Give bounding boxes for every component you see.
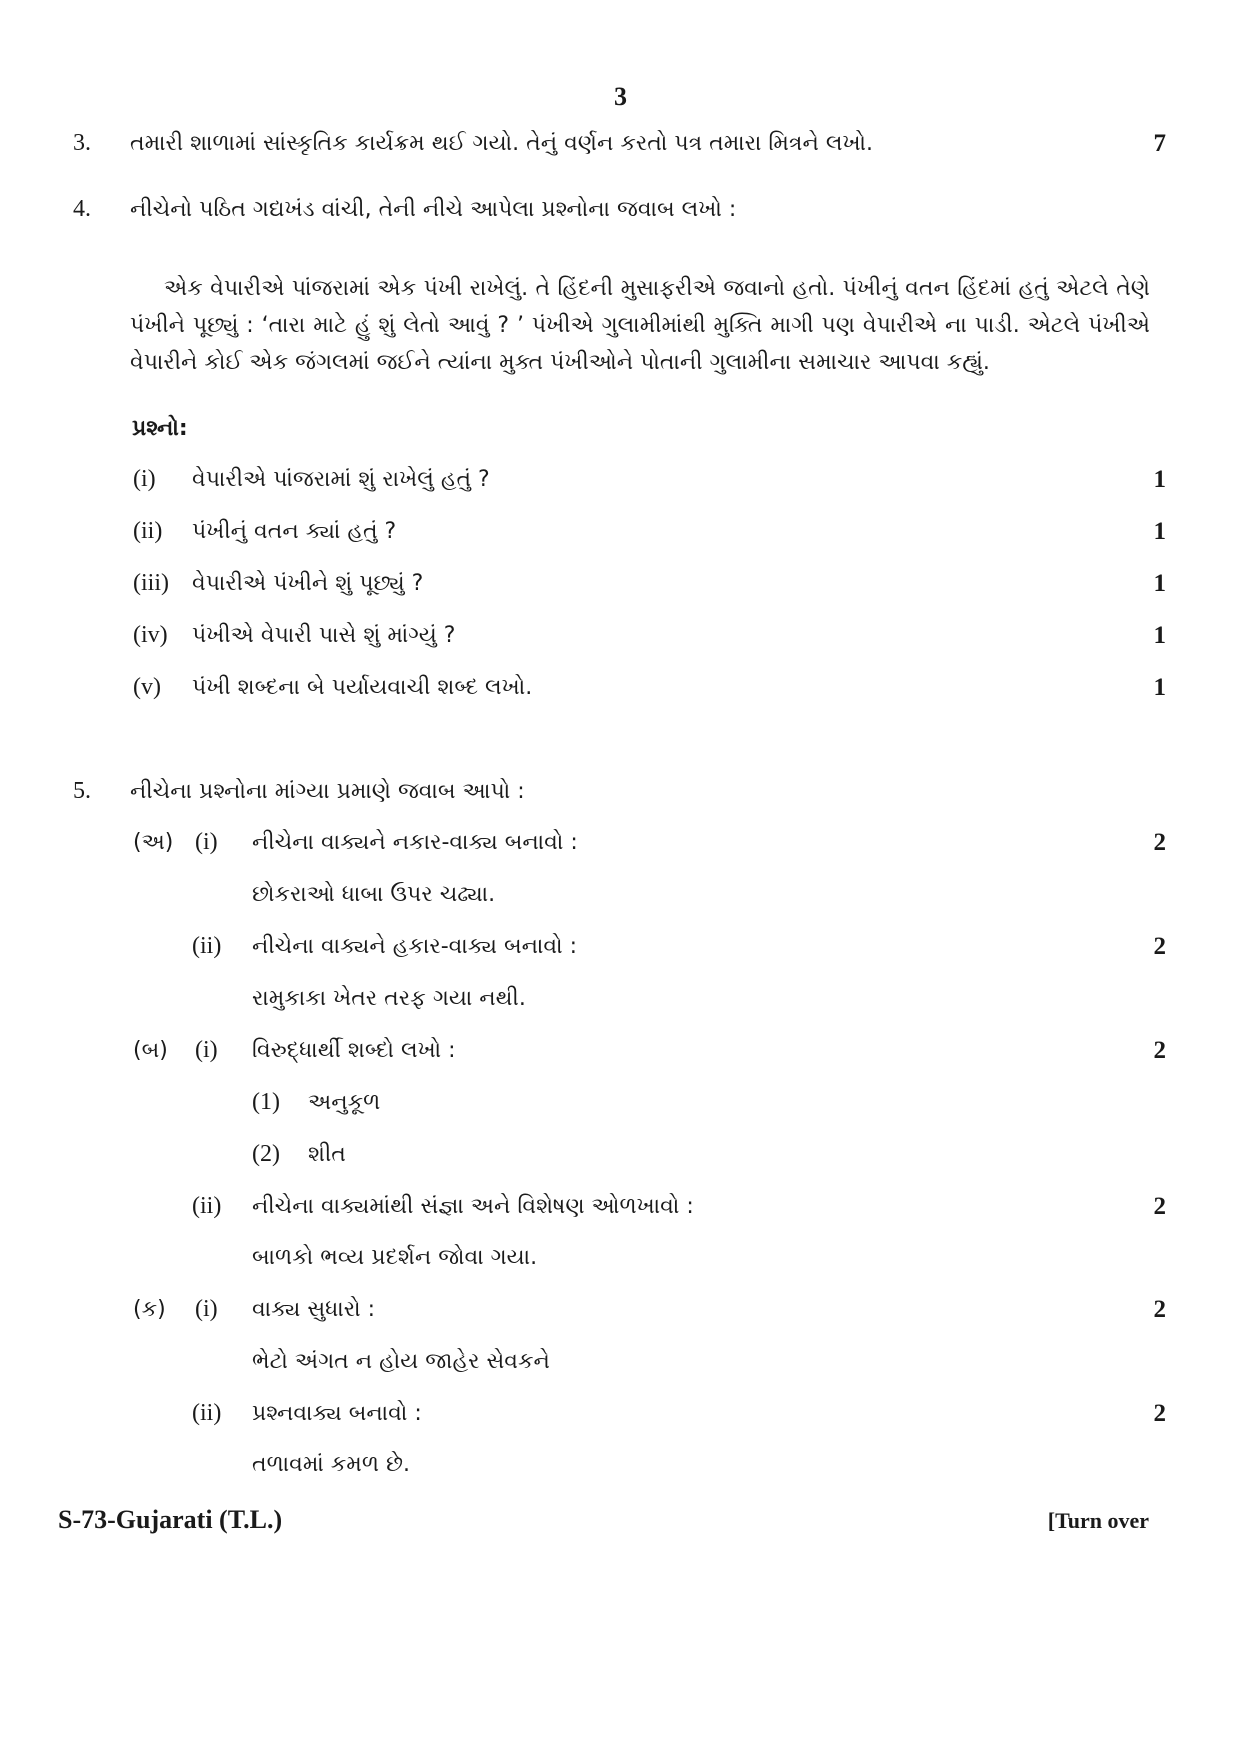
q5-a-ii-marks: 2 — [1153, 933, 1166, 960]
q4-number: 4. — [73, 196, 91, 222]
q5-c-ii-sentence: તળાવમાં કમળ છે. — [252, 1452, 410, 1477]
q4-instruction: નીચેનો પઠિત ગદ્યખંડ વાંચી, તેની નીચે આપેલા પ્રશ્નોના જવાબ લખો : — [130, 197, 737, 222]
q5-b-i-item-word: અનુકૂળ — [308, 1090, 381, 1115]
q5-b-ii-marks: 2 — [1153, 1193, 1166, 1220]
paper-code: S-73-Gujarati (T.L.) — [58, 1505, 283, 1534]
q4-question-marks: 1 — [1153, 570, 1166, 597]
q4-question-text: વેપારીએ પાંજરામાં શું રાખેલું હતું ? — [192, 467, 490, 492]
q5-b-i-item-number: (1) — [252, 1089, 280, 1115]
q5-a-i-marks: 2 — [1153, 829, 1166, 856]
q5-b-ii-text: નીચેના વાક્યમાંથી સંજ્ઞા અને વિશેષણ ઓળખાવો : — [252, 1194, 694, 1219]
q5-c-i-marks: 2 — [1153, 1296, 1166, 1323]
q4-question-text: પંખીનું વતન ક્યાં હતું ? — [192, 519, 397, 544]
q5-c-ii-text: પ્રશ્નવાક્ય બનાવો : — [252, 1401, 422, 1426]
q5-b-i-label: (i) — [195, 1037, 218, 1063]
q5-a-i-label: (i) — [195, 829, 218, 855]
q4-question-label: (v) — [133, 674, 161, 700]
q5-a-i-sentence: છોકરાઓ ધાબા ઉપર ચઢ્યા. — [252, 882, 496, 907]
q4-question-marks: 1 — [1153, 674, 1166, 701]
q5-a-ii-sentence: રામુકાકા ખેતર તરફ ગયા નથી. — [252, 986, 526, 1011]
q5-b-i-marks: 2 — [1153, 1037, 1166, 1064]
q5-b-ii-sentence: બાળકો ભવ્ય પ્રદર્શન જોવા ગયા. — [252, 1245, 538, 1270]
q5-c-i-text: વાક્ય સુધારો : — [252, 1297, 376, 1322]
q5-b-i-item-number: (2) — [252, 1141, 280, 1167]
q4-question-marks: 1 — [1153, 622, 1166, 649]
q5-a-ii-label: (ii) — [192, 933, 222, 959]
q3-marks: 7 — [1153, 130, 1166, 157]
q4-question-label: (ii) — [133, 518, 163, 544]
q4-question-label: (i) — [133, 466, 156, 492]
q5-c-ii-marks: 2 — [1153, 1400, 1166, 1427]
q5-c-i-sentence: ભેટો અંગત ન હોય જાહેર સેવકને — [252, 1349, 550, 1374]
q4-passage: એક વેપારીએ પાંજરામાં એક પંખી રાખેલું. તે હિંદની મુસાફરીએ જવાનો હતો. પંખીનું વતન હિંદમાં હતું એટલે તેણે પંખીને પૂછ્યું : ‘તારા માટે હું શું લેતો આવું ? ’ પંખીએ ગુલામીમાંથી મુક્તિ માગી પણ વેપારીએ ના પાડી. એટલે પંખીએ વેપારીને કોઈ એક જંગલમાં જઈને ત્યાંના મુક્ત પંખીઓને પોતાની ગુલામીના સમાચાર આપવા કહ્યું. — [130, 276, 1150, 375]
q4-question-text: પંખી શબ્દના બે પર્યાયવાચી શબ્દ લખો. — [192, 675, 533, 700]
q4-question-text: વેપારીએ પંખીને શું પૂછ્યું ? — [192, 571, 424, 596]
q4-question-marks: 1 — [1153, 466, 1166, 493]
q3-number: 3. — [73, 130, 91, 156]
q5-c-ii-label: (ii) — [192, 1400, 222, 1426]
q4-question-label: (iv) — [133, 622, 168, 648]
q5-c-i-label: (i) — [195, 1296, 218, 1322]
q5-a-label: (અ) — [133, 830, 174, 855]
q5-instruction: નીચેના પ્રશ્નોના માંગ્યા પ્રમાણે જવાબ આપો : — [130, 779, 525, 804]
q4-question-text: પંખીએ વેપારી પાસે શું માંગ્યું ? — [192, 623, 456, 648]
q5-b-ii-label: (ii) — [192, 1193, 222, 1219]
q5-a-ii-text: નીચેના વાક્યને હકાર-વાક્ય બનાવો : — [252, 934, 578, 959]
q5-b-i-item-word: શીત — [308, 1142, 346, 1167]
q5-b-i-text: વિરુદ્ધાર્થી શબ્દો લખો : — [252, 1038, 456, 1063]
q5-number: 5. — [73, 778, 91, 804]
q4-questions-heading: પ્રશ્નો: — [132, 416, 188, 441]
q4-question-label: (iii) — [133, 570, 169, 596]
q3-text: તમારી શાળામાં સાંસ્કૃતિક કાર્યક્રમ થઈ ગયો. તેનું વર્ણન કરતો પત્ર તમારા મિત્રને લખો. — [130, 131, 874, 156]
q4-question-marks: 1 — [1153, 518, 1166, 545]
q5-a-i-text: નીચેના વાક્યને નકાર-વાક્ય બનાવો : — [252, 830, 578, 855]
page-number: 3 — [614, 82, 627, 111]
q5-c-label: (ક) — [133, 1297, 166, 1322]
turn-over-note: [Turn over — [1047, 1508, 1149, 1533]
q5-b-label: (બ) — [133, 1038, 168, 1063]
